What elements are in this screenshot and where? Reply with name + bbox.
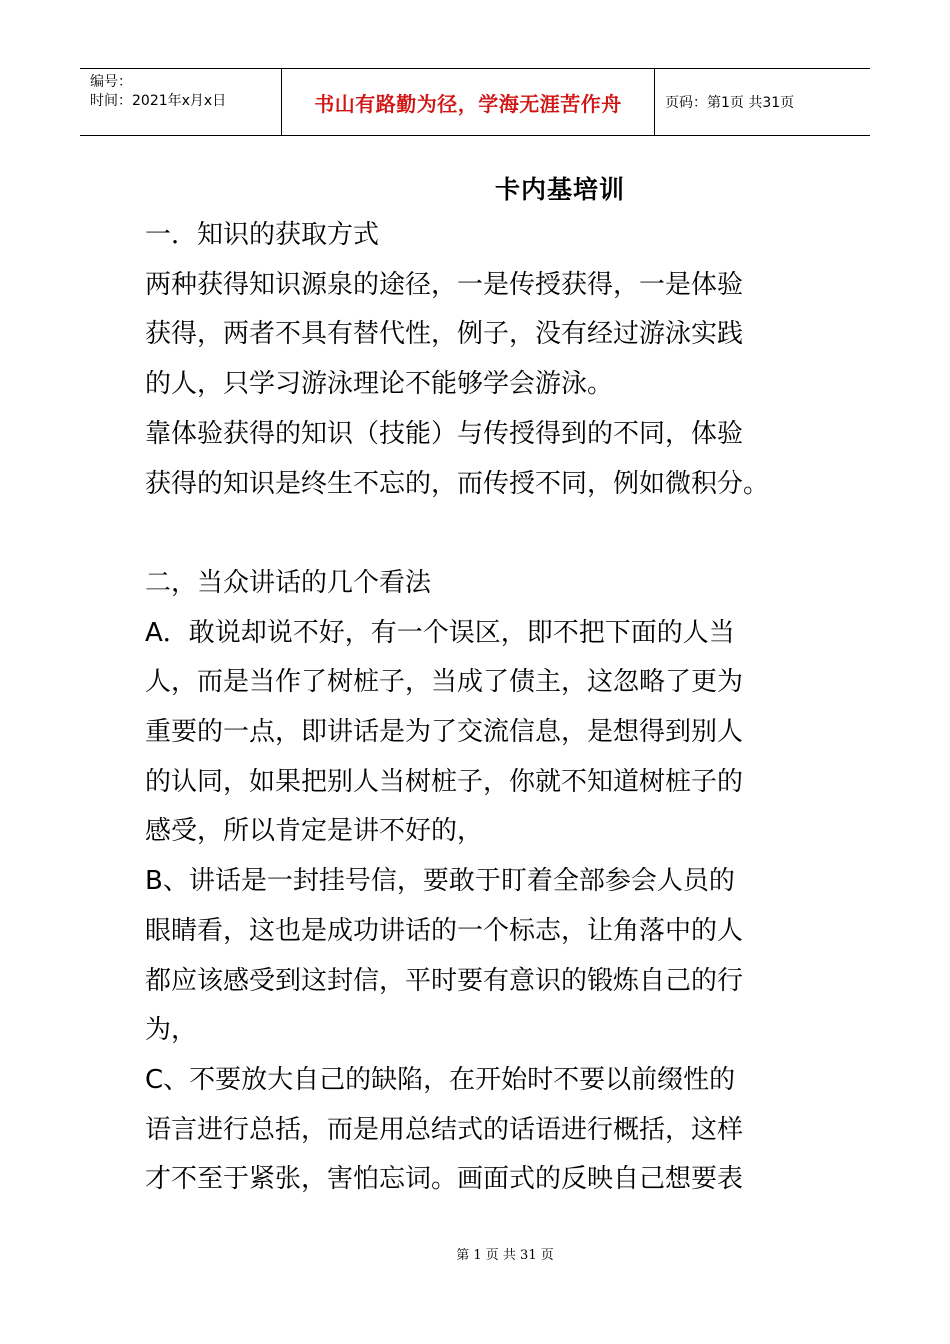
document-title: 卡内基培训 <box>494 175 625 204</box>
body-line: A．敢说却说不好，有一个误区，即不把下面的人当 <box>145 617 735 648</box>
body-line: 为， <box>145 1015 198 1046</box>
body-line: 语言进行总括，而是用总结式的话语进行概括，这样 <box>145 1114 744 1145</box>
body-line: 获得的知识是终生不忘的，而传授不同，例如微积分。 <box>145 468 770 499</box>
document-body <box>145 211 845 1205</box>
date-label: 时间：2021年x月x日 <box>90 93 227 109</box>
header-page-cell <box>655 69 870 135</box>
body-line: 感受，所以肯定是讲不好的， <box>145 816 484 847</box>
body-line: 二，当众讲话的几个看法 <box>145 567 432 598</box>
page-footer: 第 1 页 共 31 页 <box>456 1248 554 1263</box>
body-line: 才不至于紧张，害怕忘词。画面式的反映自己想要表 <box>145 1164 744 1195</box>
body-line: 人，而是当作了树桩子，当成了债主，这忽略了更为 <box>145 667 744 698</box>
header-meta <box>80 69 282 135</box>
body-line: 眼睛看，这也是成功讲话的一个标志，让角落中的人 <box>145 915 744 946</box>
body-line: 获得，两者不具有替代性，例子，没有经过游泳实践 <box>145 319 744 350</box>
body-line: C、不要放大自己的缺陷，在开始时不要以前缀性的 <box>145 1064 736 1095</box>
body-line: 的认同，如果把别人当树桩子，你就不知道树桩子的 <box>145 766 744 797</box>
body-line: B、讲话是一封挂号信，要敢于盯着全部参会人员的 <box>145 866 735 897</box>
body-line: 两种获得知识源泉的途径，一是传授获得，一是体验 <box>145 269 744 300</box>
body-line: 的人，只学习游泳理论不能够学会游泳。 <box>145 369 614 400</box>
serial-number-label: 编号： <box>90 74 132 90</box>
header-motto: 书山有路勤为径，学海无涯苦作舟 <box>314 91 622 116</box>
body-line: 靠体验获得的知识（技能）与传授得到的不同，体验 <box>145 418 744 449</box>
paragraph-gap <box>145 509 845 559</box>
body-line: 一．知识的获取方式 <box>145 220 380 250</box>
header-motto-cell <box>282 69 655 135</box>
document-header <box>80 68 870 136</box>
header-page-label: 页码：第1页 共31页 <box>665 95 795 111</box>
body-line: 都应该感受到这封信，平时要有意识的锻炼自己的行 <box>145 965 744 996</box>
body-line: 重要的一点，即讲话是为了交流信息，是想得到别人 <box>145 717 744 748</box>
